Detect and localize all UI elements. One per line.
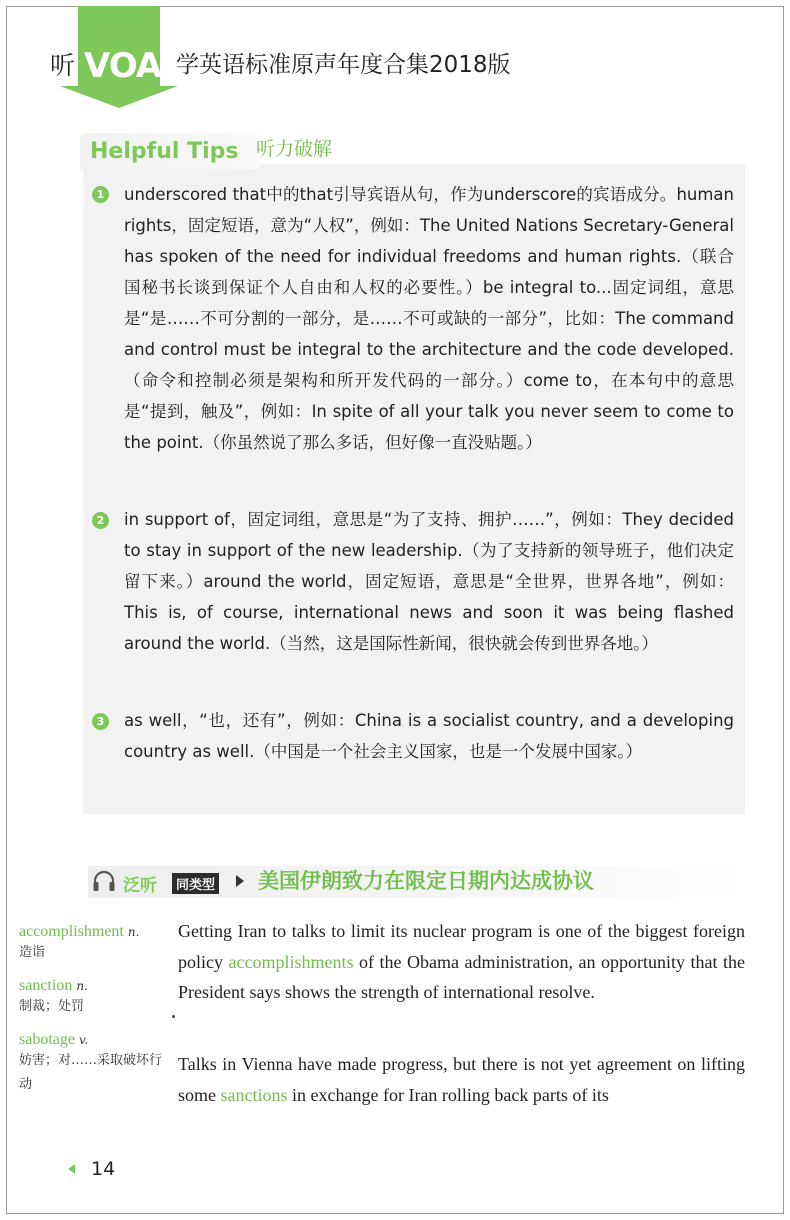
vocab-def: 造诣: [19, 945, 46, 960]
passage-paragraph-2: [178, 1049, 745, 1110]
tip-number-3: 3: [92, 713, 109, 730]
vocab-pos: n.: [76, 979, 88, 993]
voa-text: VOA: [84, 46, 162, 86]
tip-item-3: as well，“也，还有”，例如：China is a socialist country, and a developing country as well.（中国是一个社会主义国家，也是一个发展中国家。）: [124, 711, 734, 761]
tip-number-1: 1: [92, 186, 109, 203]
vocab-word: accomplishment: [19, 923, 124, 940]
vocab-pos: n.: [127, 925, 140, 939]
triangle-right-icon: [236, 875, 244, 887]
header-ting: 听: [50, 51, 76, 80]
margin-dot: [172, 1015, 175, 1018]
vocab-entry: [19, 1031, 169, 1097]
voa-arrow: [60, 86, 178, 108]
vocab-word: sanction: [19, 977, 73, 994]
vocab-def: 妨害；对……采取破坏行动: [19, 1053, 163, 1092]
tip-item-2: in support of，固定词组，意思是“为了支持、拥护……”，例如：They decided to stay in support of the new leadership.（为了支持新的领导班子，他们决定留下来。）around the world，固定短语，意思是“全世界，世界各地”，例如：This is, of course, international news and soon it was being flashed around the world.（当然，这是国际性新闻，很快就会传到世界各地。）: [124, 510, 734, 653]
passage-text: of the Obama administration, an opportunity that the President says shows the strength of international resolve.: [178, 951, 745, 1002]
tips-label-text: Helpful Tips: [90, 139, 239, 164]
voa-logo: [78, 6, 190, 106]
book-title: 学英语标准原声年度合集2018版: [176, 52, 511, 78]
passage-text: Getting Iran to talks to limit its nuclear program is one of the biggest foreign policy: [178, 921, 745, 972]
passage-text: Talks in Vienna have made progress, but there is not yet agreement on lifting some: [178, 1054, 745, 1105]
tips-sublabel: 听力破解: [256, 138, 333, 160]
page-number: 14: [91, 1158, 116, 1180]
vocab-def: 制裁；处罚: [19, 999, 85, 1014]
passage-text: in exchange for Iran rolling back parts of its: [287, 1084, 609, 1105]
vocab-word: sabotage: [19, 1031, 75, 1048]
page-marker-icon: [68, 1164, 75, 1174]
section-tag: 同类型: [172, 873, 219, 894]
passage-paragraph-1: [178, 916, 745, 1008]
vocab-pos: v.: [78, 1033, 89, 1047]
vocab-entry: [19, 923, 169, 965]
headphones-icon: [92, 870, 116, 892]
vocab-highlight: accomplishments: [228, 951, 354, 972]
tip-item-1: underscored that中的that引导宾语从句，作为underscore的宾语成分。human rights，固定短语，意为“人权”，例如：The United Nations Secretary-General has spoken of the need for individual freedoms and human rights.（联合国秘书长谈到保证个人自由和人权的必要性。）be integral to...固定词组，意思是“是……不可分割的一部分，是……不可或缺的一部分”，比如：The command and control must be integral to the architecture and the code developed.（命令和控制必须是架构和所开发代码的一部分。）come to，在本句中的意思是“提到，触及”，例如：In spite of all your talk you never seem to come to the point.（你虽然说了那么多话，但好像一直没贴题。）: [124, 185, 734, 452]
section-fanting: 泛听: [123, 876, 157, 896]
tip-number-2: 2: [92, 512, 109, 529]
vocab-entry: [19, 977, 169, 1019]
tips-label: [80, 133, 260, 169]
section-title: 美国伊朗致力在限定日期内达成协议: [258, 869, 594, 893]
vocab-highlight: sanctions: [220, 1084, 288, 1105]
